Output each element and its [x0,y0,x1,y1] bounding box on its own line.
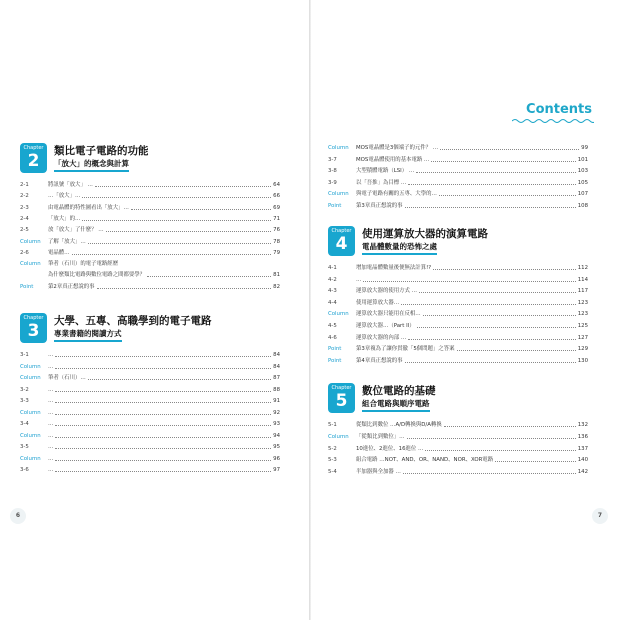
toc-leader-dots [97,288,271,289]
toc-entry-page: 123 [577,299,588,306]
toc-entry-page: 101 [577,156,588,163]
toc-entry-code: Column [20,261,41,268]
toc-entry-code: Column [20,409,41,416]
toc-entry [328,263,588,273]
toc-entry-code: Column [328,433,349,440]
toc-leader-dots [106,231,271,232]
toc-entry-page: 84 [273,363,280,370]
toc-entry-title: 增加電晶體數量後便無法計算!? [356,265,432,271]
toc-entry [20,214,280,224]
toc-entry-code: 2-2 [20,193,29,200]
toc-entry-title: 筆者（石川）… [48,375,86,381]
toc-entry-title: 了解「放大」… [48,238,86,245]
chapter-subtitle: 電晶體數量的恐怖之處 [362,241,437,255]
chapter-badge-label: Chapter [331,228,352,234]
toc-entry [328,189,588,199]
chapter-badge-label: Chapter [331,385,352,391]
toc-leader-dots [416,172,576,173]
toc-leader-dots [88,243,271,244]
toc-entry-page: 71 [273,215,280,222]
toc-entry [20,225,280,235]
toc-entry [20,248,280,258]
toc-entry-code: 3-7 [328,156,337,163]
toc-entry-page: 79 [273,249,280,256]
toc-entry [328,444,588,454]
wave-underline-icon [512,118,594,123]
toc-entry-page: 137 [577,445,588,452]
toc-leader-dots [55,414,271,415]
toc-leader-dots [431,161,576,162]
toc-entry-title: 第4章真正想說的事 [356,357,403,364]
toc-entry-page: 117 [577,288,588,295]
toc-leader-dots [88,379,271,380]
toc-entry [328,467,588,477]
toc-entry-title: 運算放大器的使用方式 … [356,288,418,295]
chapter-subtitle: 專業書籍的閱讀方式 [54,328,122,342]
toc-entry-title: … [48,409,54,416]
page-number-left: 6 [10,508,26,524]
toc-entry [328,201,588,211]
toc-leader-dots [439,195,576,196]
toc-entry-title: … [48,363,54,370]
toc-entry-code: 4-4 [328,299,337,306]
toc-leader-dots [72,254,271,255]
toc-entry-page: 99 [581,145,588,151]
toc-leader-dots [82,220,271,221]
toc-leader-dots [55,437,271,438]
toc-entry-title: 運算放大器的內部 … [356,334,407,341]
toc-entry-code: Column [20,363,41,370]
toc-entry-title: 電晶體… [48,249,70,256]
toc-entry-title: 10進位、2進位、16進位 … [356,445,424,452]
toc-entry-page: 103 [577,168,588,175]
chapter-badge [328,383,355,413]
toc-leader-dots [440,149,579,150]
toc-entry-title: 運算放大器…（Part II） [356,323,415,329]
toc-entry [328,309,588,319]
toc-entry-title: … [48,467,54,473]
toc-leader-dots [55,356,271,357]
book-spine [309,0,311,620]
toc-entry-title: … [48,421,54,427]
toc-entry-page: 107 [577,191,588,198]
toc-entry-page: 114 [577,276,588,283]
toc-leader-dots [55,368,271,369]
toc-entry [328,333,588,343]
toc-leader-dots [403,473,576,474]
chapter-badge [328,226,355,256]
toc-entry-page: 112 [577,265,588,271]
toc-entry-code: 4-1 [328,265,337,271]
toc-entry-title: 由電晶體的特性圖看出「放大」… [48,204,129,211]
toc-entry-title: MOS電晶體使用的基本電路 … [356,156,430,163]
chapter-subtitle: 「放大」的概念與計算 [54,158,129,172]
toc-leader-dots [419,292,576,293]
toc-entry-title: … [48,398,54,404]
toc-entry [20,465,280,475]
toc-entry-code: 3-8 [328,168,337,175]
toc-entry-code: 3-1 [20,352,29,358]
toc-leader-dots [55,402,271,403]
toc-entry [328,178,588,188]
toc-entry [328,155,588,165]
toc-entry-code: Column [20,238,41,245]
toc-entry-code: Point [20,283,34,290]
toc-leader-dots [407,438,576,439]
toc-entry-title: 大型積體電路（LSI） … [356,168,415,175]
toc-leader-dots [55,425,271,426]
toc-entry-title: 第3章複為了讓你貫徹「5個問題」之答案 [356,346,455,353]
toc-entry-page: 87 [273,375,280,381]
toc-entry-page: 108 [577,203,588,209]
chapter-title: 類比電子電路的功能 [54,145,149,157]
toc-entry-page: 95 [273,444,280,450]
toc-entry [328,143,588,153]
page-number-right: 7 [592,508,608,524]
chapter-title: 數位電路的基礎 [362,385,436,397]
toc-entry-title: 第3章真正想說的事 [356,203,403,209]
toc-entry-code: Point [328,203,342,209]
toc-entry-code: Point [328,346,342,353]
toc-entry-title: … [48,432,54,439]
toc-entry-page: 91 [273,398,280,404]
toc-entry-title: 放「放大」了什麼？ … [48,227,104,234]
toc-entry-code: Column [20,432,41,439]
toc-leader-dots [55,448,271,449]
toc-entry-page: 64 [273,182,280,188]
toc-entry-page: 82 [273,283,280,290]
toc-entry-code: 3-9 [328,179,337,186]
toc-entry [20,431,280,441]
toc-entry-title: 將訊號「放大」 … [48,182,93,188]
toc-entry-code: 4-6 [328,334,337,341]
toc-entry [20,282,280,292]
toc-leader-dots [405,207,576,208]
toc-entry-page: 81 [273,272,280,279]
toc-entry-page: 88 [273,386,280,393]
toc-entry-page: 142 [577,469,588,476]
toc-leader-dots [95,186,271,187]
toc-entry-code: 4-2 [328,276,337,283]
toc-leader-dots [408,184,576,185]
toc-leader-dots [433,269,576,270]
toc-entry-page: 93 [273,421,280,427]
chapter-number: 3 [27,321,40,341]
chapter-badge-label: Chapter [23,145,44,151]
chapter-subtitle: 組合電路與順序電路 [362,398,430,412]
toc-entry-page: 132 [577,422,588,428]
toc-entry [328,275,588,285]
toc-entry-page: 96 [273,455,280,462]
toc-entry-code: Column [328,145,349,151]
toc-entry [20,396,280,406]
toc-entry-title: 以「吾推」為目標 … [356,179,407,186]
toc-entry-code: Column [20,455,41,462]
toc-entry-code: 5-3 [328,457,337,464]
toc-entry-title: 從類比到數位 …A/D轉換與D/A轉換 [356,422,442,428]
toc-entry-page: 130 [577,357,588,364]
toc-entry-title: … [48,444,54,450]
toc-entry [20,419,280,429]
toc-entry-code: Column [20,375,41,381]
toc-entry-code: 2-5 [20,227,29,234]
toc-entry-page: 66 [273,193,280,200]
toc-leader-dots [401,304,576,305]
toc-entry-page: 140 [577,457,588,464]
chapter-number: 5 [335,391,348,411]
toc-leader-dots [425,450,576,451]
toc-entry-title: … [356,276,362,283]
toc-entry-page: 69 [273,204,280,211]
toc-entry [328,166,588,176]
toc-entry-title: 運算放大器只能用在反相… [356,311,421,318]
toc-leader-dots [405,362,576,363]
toc-entry-code: 4-5 [328,323,337,329]
toc-entry-code: 5-2 [328,445,337,452]
toc-entry-page: 76 [273,227,280,234]
toc-entry [20,191,280,201]
toc-entry-title: 為什麼類比電路與數位電路之間都要學？ [48,272,146,279]
chapter-number: 4 [335,234,348,254]
toc-entry [20,203,280,213]
toc-leader-dots [363,281,576,282]
toc-entry [20,385,280,395]
toc-entry-code: 3-4 [20,421,29,427]
toc-entry-code: Point [328,357,342,364]
toc-entry-page: 105 [577,179,588,186]
toc-entry-code: Column [328,311,349,318]
toc-entry [328,344,588,354]
toc-leader-dots [423,315,576,316]
toc-entry-title: 與電子電路有關的五專、大學的… [356,191,437,198]
toc-leader-dots [55,391,271,392]
toc-entry-code: 2-1 [20,182,29,188]
contents-heading: Contents [526,102,592,117]
toc-leader-dots [147,276,271,277]
toc-entry [328,420,588,430]
toc-entry [20,408,280,418]
toc-entry [20,454,280,464]
chapter-badge [20,143,47,173]
toc-entry-title: MOS電晶體是3個端子的元件？ … [356,145,439,151]
toc-entry-page: 78 [273,238,280,245]
toc-entry [328,298,588,308]
toc-entry [20,442,280,452]
toc-entry-code: 2-6 [20,249,29,256]
chapter-badge-label: Chapter [23,315,44,321]
toc-entry [20,373,280,383]
toc-entry-code: 2-3 [20,204,29,211]
toc-entry [20,259,280,269]
toc-entry [328,455,588,465]
toc-leader-dots [495,461,576,462]
toc-entry-title: … [48,352,54,358]
toc-entry-code: 4-3 [328,288,337,295]
toc-entry [328,356,588,366]
toc-entry-code: 3-2 [20,386,29,393]
toc-entry-page: 97 [273,467,280,473]
toc-leader-dots [444,426,576,427]
toc-entry-page: 123 [577,311,588,318]
toc-entry-title: … [48,455,54,462]
chapter-title: 使用運算放大器的演算電路 [362,228,488,240]
toc-entry [328,286,588,296]
chapter-badge [20,313,47,343]
toc-entry-title: 筆者（石川）的電子電路經歷 [48,261,119,268]
toc-entry-title: 使用運算放大器… [356,299,400,306]
toc-entry-title: … [48,386,54,393]
toc-entry [328,432,588,442]
toc-entry [20,362,280,372]
toc-entry-title: …「放大」… [48,193,81,200]
toc-leader-dots [55,460,271,461]
toc-entry-code: 3-6 [20,467,29,473]
toc-entry [20,180,280,190]
toc-entry-code: Column [328,191,349,198]
toc-leader-dots [408,339,576,340]
toc-entry-title: 「放大」的… [48,215,81,222]
toc-entry-page: 94 [273,432,280,439]
toc-leader-dots [82,197,271,198]
toc-leader-dots [55,471,271,472]
toc-entry [20,350,280,360]
toc-entry-code: 3-5 [20,444,29,450]
toc-entry-page: 127 [577,334,588,341]
toc-leader-dots [457,350,576,351]
toc-leader-dots [131,209,271,210]
toc-entry [20,237,280,247]
toc-entry-code: 5-1 [328,422,337,428]
toc-entry-title: 半加器與全加器 … [356,469,401,476]
toc-entry-page: 92 [273,409,280,416]
toc-entry [20,270,280,280]
toc-entry [328,321,588,331]
toc-entry-page: 136 [577,433,588,440]
toc-entry-code: 2-4 [20,215,29,222]
toc-entry-page: 125 [577,323,588,329]
toc-entry-title: 第2章真正想說的事 [48,283,95,290]
toc-entry-code: 5-4 [328,469,337,476]
toc-entry-page: 84 [273,352,280,358]
chapter-title: 大學、五專、高職學到的電子電路 [54,315,212,327]
toc-entry-title: 「從類比到數位」… [356,433,405,440]
toc-leader-dots [417,327,576,328]
toc-entry-code: 3-3 [20,398,29,404]
toc-entry-title: 組合電路 …NOT、AND、OR、NAND、NOR、XOR電路 [356,457,494,464]
toc-entry-page: 129 [577,346,588,353]
chapter-number: 2 [27,151,40,171]
